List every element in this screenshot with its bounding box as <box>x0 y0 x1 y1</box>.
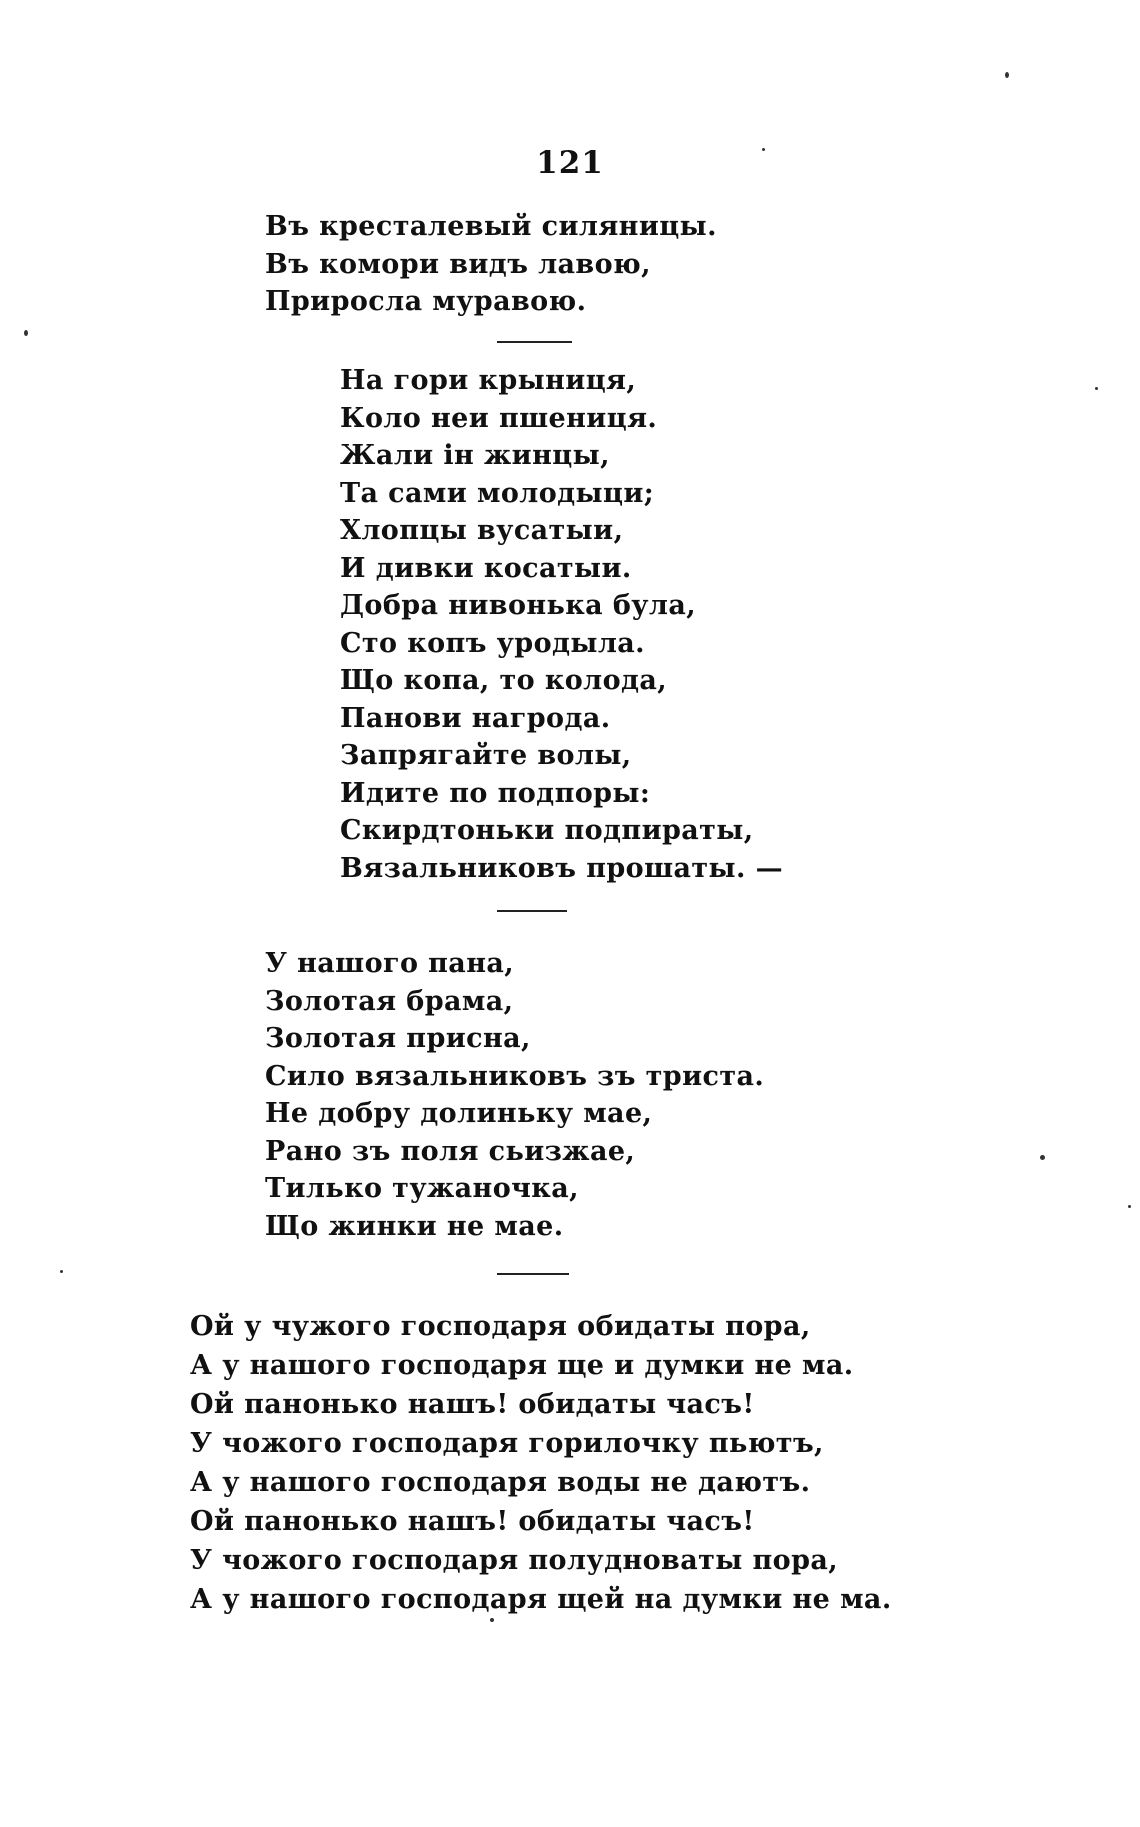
scan-speck <box>24 330 28 336</box>
verse-stanza <box>190 1307 892 1619</box>
verse-line: Добра нивонька була, <box>340 590 697 621</box>
verse-line: А у нашого господаря щей на думки не ма. <box>190 1584 892 1615</box>
verse-line: Хлопцы вусатыи, <box>340 515 624 546</box>
verse-line: Въ кресталевый силяницы. <box>265 211 717 242</box>
verse-line: Що копа, то колода, <box>340 665 668 696</box>
verse-line: Приросла муравою. <box>265 286 587 317</box>
verse-line: У чожого господаря горилочку пьютъ, <box>190 1428 824 1459</box>
verse-line: Та сами молодыци; <box>340 477 655 509</box>
section-divider <box>497 910 567 912</box>
verse-line: Скирдтоньки подпираты, <box>340 815 754 846</box>
scan-speck <box>60 1270 63 1273</box>
scan-speck <box>1095 387 1098 390</box>
scan-speck <box>1040 1155 1045 1160</box>
verse-line: Ой у чужого господаря обидаты пора, <box>190 1311 811 1342</box>
verse-line: А у нашого господаря ще и думки не ма. <box>190 1350 854 1381</box>
verse-stanza <box>265 208 717 321</box>
scan-speck <box>1005 72 1009 78</box>
verse-line: Запрягайте волы, <box>340 740 632 771</box>
verse-line: Жали ін жинцы, <box>340 440 610 471</box>
verse-line: А у нашого господаря воды не даютъ. <box>190 1467 811 1498</box>
verse-line: Не добру долиньку мае, <box>265 1098 653 1129</box>
verse-line: У нашого пана, <box>265 948 515 979</box>
verse-line: Ой панонько нашъ! обидаты часъ! <box>190 1506 755 1537</box>
scan-speck <box>762 148 765 151</box>
section-divider <box>497 341 572 343</box>
verse-line: Въ комори видъ лавою, <box>265 248 651 280</box>
verse-line: И дивки косатыи. <box>340 552 632 584</box>
verse-line: Коло неи пшениця. <box>340 402 658 434</box>
verse-line: Вязальниковъ прошаты. — <box>340 852 783 884</box>
verse-line: Що жинки не мае. <box>265 1210 564 1242</box>
verse-line: Сто копъ уродыла. <box>340 627 645 659</box>
verse-stanza <box>265 945 764 1245</box>
verse-line: Ой панонько нашъ! обидаты часъ! <box>190 1389 755 1420</box>
verse-stanza <box>340 362 783 887</box>
page-number: 121 <box>536 145 604 181</box>
verse-line: На гори крыниця, <box>340 365 637 396</box>
verse-line: Золотая присна, <box>265 1023 531 1054</box>
verse-line: У чожого господаря полудноваты пора, <box>190 1545 839 1576</box>
verse-line: Панови нагрода. <box>340 702 611 734</box>
section-divider <box>497 1273 569 1275</box>
scan-speck <box>490 1618 494 1622</box>
verse-line: Золотая брама, <box>265 985 514 1017</box>
scan-speck <box>1128 1205 1131 1208</box>
verse-line: Рано зъ поля сьизжае, <box>265 1135 636 1167</box>
verse-line: Сило вязальниковъ зъ триста. <box>265 1060 765 1092</box>
verse-line: Тилько тужаночка, <box>265 1173 579 1204</box>
verse-line: Идите по подпоры: <box>340 777 651 809</box>
